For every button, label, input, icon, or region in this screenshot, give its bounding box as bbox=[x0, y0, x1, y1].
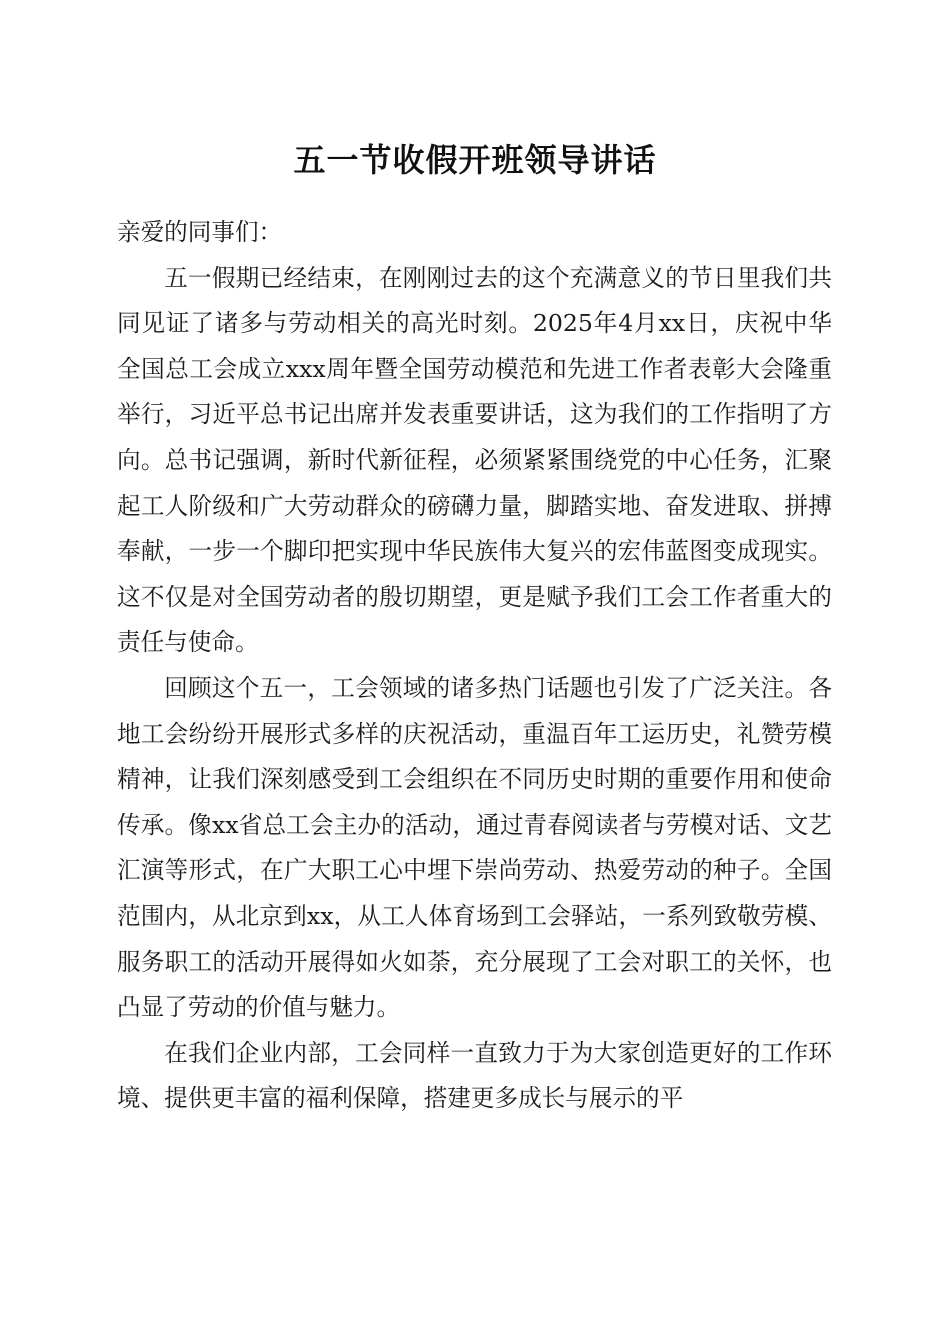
greeting-line: 亲爱的同事们： bbox=[117, 218, 283, 246]
document-body bbox=[117, 210, 832, 1122]
document-title: 五一节收假开班领导讲话 bbox=[293, 141, 657, 179]
paragraph: 五一假期已经结束，在刚刚过去的这个充满意义的节日里我们共同见证了诸多与劳动相关的高光时刻。2025年4月xx日，庆祝中华全国总工会成立xxx周年暨全国劳动模范和先进工作者表彰大会隆重举行，习近平总书记出席并发表重要讲话，这为我们的工作指明了方向。总书记强调，新时代新征程，必须紧紧围绕党的中心任务，汇聚起工人阶级和广大劳动群众的磅礴力量，脚踏实地、奋发进取、拼搏奉献，一步一个脚印把实现中华民族伟大复兴的宏伟蓝图变成现实。这不仅是对全国劳动者的殷切期望，更是赋予我们工会工作者重大的责任与使命。 bbox=[117, 263, 832, 657]
paragraph: 回顾这个五一，工会领域的诸多热门话题也引发了广泛关注。各地工会纷纷开展形式多样的庆祝活动，重温百年工运历史，礼赞劳模精神，让我们深刻感受到工会组织在不同历史时期的重要作用和使命传承。像xx省总工会主办的活动，通过青春阅读者与劳模对话、文艺汇演等形式，在广大职工心中埋下崇尚劳动、热爱劳动的种子。全国范围内，从北京到xx，从工人体育场到工会驿站，一系列致敬劳模、服务职工的活动开展得如火如荼，充分展现了工会对职工的关怀，也凸显了劳动的价值与魅力。 bbox=[117, 673, 833, 1022]
paragraph: 在我们企业内部，工会同样一直致力于为大家创造更好的工作环境、提供更丰富的福利保障，搭建更多成长与展示的平 bbox=[117, 1038, 832, 1113]
